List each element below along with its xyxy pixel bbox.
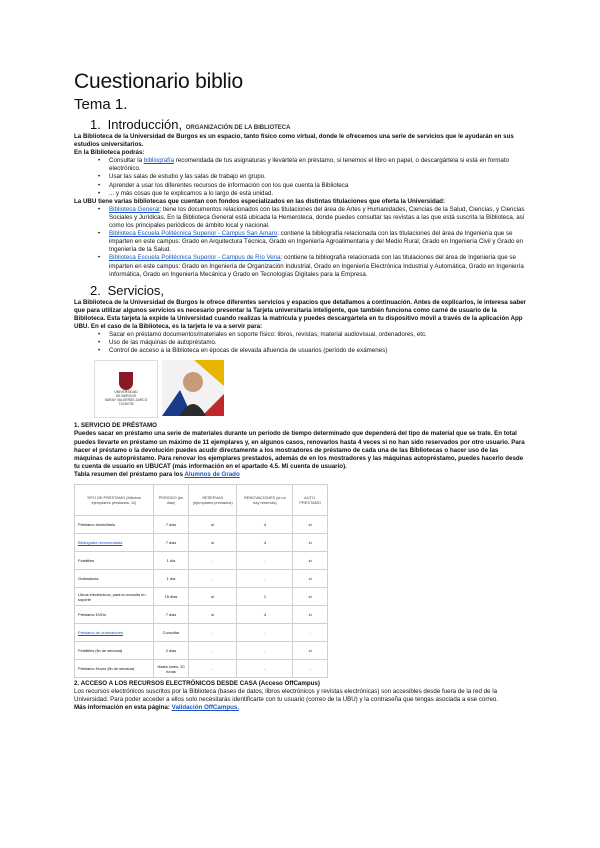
list-item: • Biblioteca Escuela Politécnica Superior - Campus San Amaro: contiene la bibliografía relacionada con las titulaciones del área de Ingeniería que se imparten en este campus: Grado en Arquitectura Técnica, Grado en Ingeniería Agroalimentaria y del Medio Rural, Grado en Ingeniería Civil y Grado en Ingeniería de la Salud. — [109, 230, 526, 254]
photo-graphic — [162, 360, 224, 416]
acceso-heading: 2. ACCESO A LOS RECURSOS ELECTRÓNICOS DESDE CASA (Acceso OffCampus) — [74, 680, 320, 687]
alumnos-grado-link[interactable]: Alumnos de Grado — [184, 470, 240, 478]
bibliotecas-lead: La UBU tiene varias bibliotecas que cuentan con fondos especializados en las distintas titulaciones que oferta la Universidad: — [74, 197, 446, 205]
table-row: Préstamo Humo (fin de semana) Hasta lunes, 10 horas - - - — [75, 660, 328, 678]
card-holder-id: 71245725 — [118, 402, 134, 407]
table-row: Bibliografía recomendada 7 días sí 4 sí — [75, 534, 328, 552]
mas-info: Más información en esta página: Validación OffCampus. — [74, 704, 240, 712]
column-header: RESERVAS (ejemplares prestados) — [189, 485, 237, 516]
servir-list — [74, 331, 526, 355]
table-header-row — [75, 485, 328, 516]
biblioteca-rio-vena-link[interactable]: Biblioteca Escuela Politécnica Superior - Campus de Río Vena — [109, 254, 281, 262]
bibliotecas-list — [74, 206, 526, 279]
prestamo-heading: 1. SERVICIO DE PRÉSTAMO — [74, 422, 157, 430]
column-header: TIPO DE PRÉSTAMO (Máximo ejemplares prestados: 11) — [75, 485, 154, 516]
logo-text-2: DE BURGOS — [115, 394, 137, 399]
prestamo-paragraph: Puedes sacar en préstamo una serie de materiales durante un período de tiempo determinado que dependerá del tipo de material que se trate. En total puedes llevarte en préstamo un máximo de 11 ejemplares y, en algunos casos, renovarlos hasta 4 veces si no han sido reservados por otro usuario. Para hacer el préstamo o la devolución puedes acudir directamente a los mostradores de préstamo de cada una de las Bibliotecas o hacer uso de las máquinas de autopréstamo. Para renovar los ejemplares prestados, además de en los mostradores y las máquinas autopréstamo, puedes hacerlo desde tu cuenta de usuario en UBUCAT (más información en el apartado 4.5. Mi cuenta de usuario). — [74, 430, 525, 470]
column-header: PERIODO (en días) — [154, 485, 189, 516]
logo-text-1: UNIVERSIDAD — [114, 390, 138, 395]
table-row: Libros electrónicos, para la consulta en soporte 15 días sí 1 sí — [75, 588, 328, 606]
document-page — [74, 70, 526, 712]
card-holder-name: SARAY VALDERÁS ZARCO — [104, 398, 148, 403]
column-header: AUTO-PRÉSTAMO — [293, 485, 328, 516]
list-item: • Biblioteca General: tiene los documentos relacionados con las titulaciones del área de Artes y Humanidades, Ciencias de la Salud, Ciencias, y Ciencias Sociales y Jurídicas. En la Biblioteca General está ubicada la Hemeroteca, donde puedes consultar las revistas a las que está suscrita la Biblioteca, así como los principales periódicos de ámbito local y nacional. — [109, 206, 526, 230]
table-row: Portátiles (fin de semana) 2 días - - sí — [75, 642, 328, 660]
list-item: • Control de acceso a la Biblioteca en épocas de elevada afluencia de usuarios (período de exámenes) — [109, 347, 526, 355]
table-row: Préstamo de ordenadores Consultar - - - — [75, 624, 328, 642]
podras-lead: En la Biblioteca podrás: — [74, 149, 145, 157]
table-row: Grabadoras 1 día - - sí — [75, 570, 328, 588]
section-1-heading — [90, 117, 526, 132]
card-photo — [162, 360, 224, 416]
university-logo — [94, 360, 158, 418]
tema-heading: Tema 1. — [74, 96, 128, 113]
section-2-heading — [90, 283, 526, 298]
shield-icon — [119, 372, 133, 390]
document-title: Cuestionario biblio — [74, 70, 243, 93]
section-1-subtitle: ORGANIZACIÓN DE LA BIBLIOTECA — [185, 125, 291, 131]
tabla-intro: Tabla resumen del préstamo para los Alumnos de Grado — [74, 470, 240, 478]
acceso-paragraph: Los recursos electrónicos suscritos por la Biblioteca (bases de datos, libros electrónicos y revistas electrónicas) son accesibles desde fuera de la red de la Universidad. Para poder acceder a ellos solo necesitarás identificarte con tu usuario (correo de la UBU) y la contraseña que tengas asociada a ese correo. — [74, 688, 499, 704]
section-2-title: Servicios, — [107, 282, 164, 298]
list-item: • Usar las salas de estudio y las salas de trabajo en grupo. — [109, 173, 526, 181]
list-item: • ... y más cosas que te explicamos a lo largo de esta unidad. — [109, 190, 526, 198]
list-item: • Sacar en préstamo documentos/materiales en soporte físico: libros, revistas, material audiovisual, ordenadores, etc. — [109, 331, 526, 339]
table-row: Préstamo domiciliario 7 días sí 4 sí — [75, 516, 328, 534]
list-item: • Biblioteca Escuela Politécnica Superior - Campus de Río Vena: contiene la bibliografía relacionada con las titulaciones del área de Ingeniería que se imparten en este campus: Grado en Ingeniería de Organización Industrial, Grado en Ingeniería Electrónica Industrial y Automática, Grado en Ingeniería Informática, Grado en Ingeniería Mecánica y Grado en Tecnologías Digitales para la Empresa. — [109, 254, 526, 278]
tarjeta-universitaria-image — [94, 360, 526, 416]
section-2-number: 2. — [90, 282, 101, 298]
section-1-title: Introducción, — [107, 117, 183, 132]
podras-list — [74, 157, 526, 197]
table-row: Portátiles 1 día - - sí — [75, 552, 328, 570]
offcampus-link[interactable]: Validación OffCampus. — [171, 704, 240, 712]
intro-paragraph: La Biblioteca de la Universidad de Burgos es un espacio, tanto físico como virtual, donde le ofrecemos una serie de servicios que le ayudarán en sus estudios universitarios. — [74, 133, 514, 149]
prestamo-table — [74, 484, 328, 678]
column-header: RENOVACIONES (si no hay reservas) — [237, 485, 293, 516]
biblioteca-san-amaro-link[interactable]: Biblioteca Escuela Politécnica Superior - Campus San Amaro — [109, 230, 278, 238]
list-item: • Aprender a usar los diferentes recursos de información con los que cuenta la Biblioteca — [109, 182, 526, 190]
bibliografia-link[interactable]: bibliografía — [143, 157, 175, 165]
table-row: Préstamo DVDs 7 días sí 4 sí — [75, 606, 328, 624]
servicios-paragraph: La Biblioteca de la Universidad de Burgos le ofrece diferentes servicios y espacios que detallamos a continuación. Antes de explicarlos, le interesa saber que para utilizar algunos servicios es necesario presentar la Tarjeta universitaria inteligente, que también funciona como carné de usuario de la Biblioteca. Esta tarjeta la expide la Universidad cuando realizas la matrícula y puedes descargártela en tu dispositivo móvil a través de la aplicación App UBU. En el caso de la Biblioteca, es la tarjeta le va a servir para: — [74, 298, 526, 330]
list-item: • Uso de las máquinas de autopréstamo. — [109, 339, 526, 347]
list-item: • Consultar la bibliografía recomendada de tus asignaturas y llevártela en préstamo, si tenemos el libro en papel, o descargártela si está en formato electrónico. — [109, 157, 526, 173]
biblioteca-general-link[interactable]: Biblioteca General — [109, 205, 160, 213]
section-1-number: 1. — [90, 117, 101, 132]
